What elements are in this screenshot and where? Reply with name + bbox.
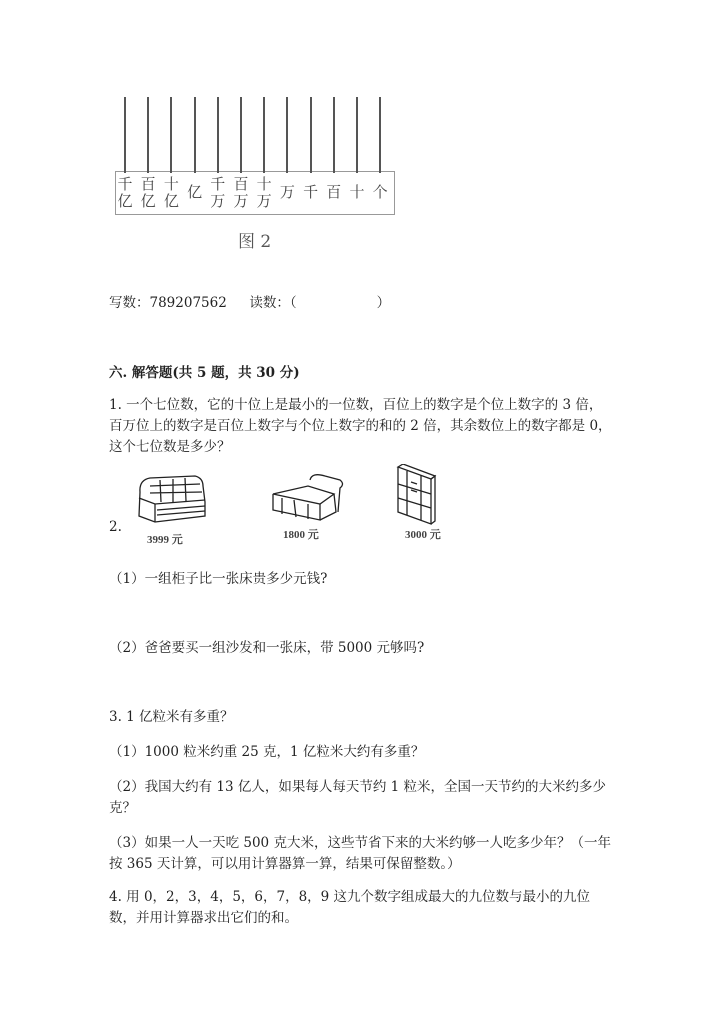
bed-image xyxy=(270,472,345,527)
place-value-label xyxy=(277,184,297,201)
place-value-label xyxy=(208,176,228,210)
abacus-rod xyxy=(170,97,172,173)
question-2-part-2: （2）爸爸要买一组沙发和一张床，带 5000 元够吗? xyxy=(109,640,425,656)
abacus-rod xyxy=(217,97,219,173)
place-value-char: 千 xyxy=(303,183,319,201)
place-value-label xyxy=(370,184,390,201)
question-1: 1. 一个七位数，它的十位上是最小的一位数，百位上的数字是个位上数字的 3 倍，百万位上的数字是百位上数字与个位上数字的和的 2 倍，其余数位上的数字都是 0，这个七位数是多少？ xyxy=(109,397,612,455)
place-value-char: 十 xyxy=(256,175,272,193)
place-value-label xyxy=(347,184,367,201)
abacus-rod xyxy=(310,97,312,173)
abacus-rod xyxy=(286,97,288,173)
bed-price: 1800 元 xyxy=(283,529,319,541)
abacus-rod xyxy=(263,97,265,173)
write-value: 789207562 xyxy=(149,295,227,311)
section-title: 六. 解答题(共 5 题，共 30 分) xyxy=(109,365,300,381)
abacus-rod xyxy=(356,97,358,173)
place-value-label xyxy=(115,176,135,210)
abacus-rod xyxy=(194,97,196,173)
question-2-number: 2. xyxy=(109,519,122,535)
place-value-char: 千 xyxy=(210,175,226,193)
place-value-label xyxy=(231,176,251,210)
place-value-char: 万 xyxy=(256,192,272,210)
question-4: 4. 用 0，2，3，4，5，6，7，8，9 这九个数字组成最大的九位数与最小的九位数，并用计算器求出它们的和。 xyxy=(109,889,591,926)
read-close: ） xyxy=(376,295,391,311)
place-value-label xyxy=(301,184,321,201)
write-read-line xyxy=(109,293,390,314)
cabinet-image xyxy=(395,464,445,526)
place-value-char: 万 xyxy=(233,192,249,210)
sofa-price: 3999 元 xyxy=(147,534,183,546)
place-value-label xyxy=(138,176,158,210)
place-value-char: 百 xyxy=(233,175,249,193)
place-value-char: 百 xyxy=(326,183,342,201)
place-value-char: 个 xyxy=(372,183,388,201)
abacus-rod xyxy=(333,97,335,173)
place-value-label xyxy=(254,176,274,210)
place-value-char: 万 xyxy=(210,192,226,210)
abacus-rod xyxy=(147,97,149,173)
place-value-char: 亿 xyxy=(117,192,133,210)
place-value-char: 十 xyxy=(163,175,179,193)
place-value-char: 亿 xyxy=(140,192,156,210)
place-value-char: 亿 xyxy=(187,183,203,201)
question-3-part-1: （1）1000 粒米约重 25 克，1 亿粒米大约有多重？ xyxy=(109,744,425,760)
place-value-char: 百 xyxy=(140,175,156,193)
abacus-rod xyxy=(379,97,381,173)
question-3-title: 3. 1 亿粒米有多重？ xyxy=(109,709,234,725)
question-3-part-2: （2）我国大约有 13 亿人，如果每人每天节约 1 粒米，全国一天节约的大米约多少克？ xyxy=(109,779,607,816)
place-value-char: 亿 xyxy=(163,192,179,210)
question-2-part-1: （1）一组柜子比一张床贵多少元钱? xyxy=(109,571,328,587)
place-value-char: 千 xyxy=(117,175,133,193)
cabinet-price: 3000 元 xyxy=(405,529,441,541)
sofa-image xyxy=(135,472,210,527)
abacus-rod xyxy=(124,97,126,173)
place-value-label xyxy=(161,176,181,210)
place-value-label xyxy=(185,184,205,201)
place-value-char: 十 xyxy=(349,183,365,201)
read-label: 读数：（ xyxy=(249,295,297,311)
question-3-part-3: （3）如果一人一天吃 500 克大米，这些节省下来的大米约够一人吃多少年？（一年按 365 天计算，可以用计算器算一算，结果可保留整数。） xyxy=(109,835,611,872)
place-value-label xyxy=(324,184,344,201)
write-label: 写数： xyxy=(109,295,150,311)
abacus-rod xyxy=(240,97,242,173)
figure-caption: 图 2 xyxy=(238,232,272,252)
place-value-char: 万 xyxy=(279,183,295,201)
